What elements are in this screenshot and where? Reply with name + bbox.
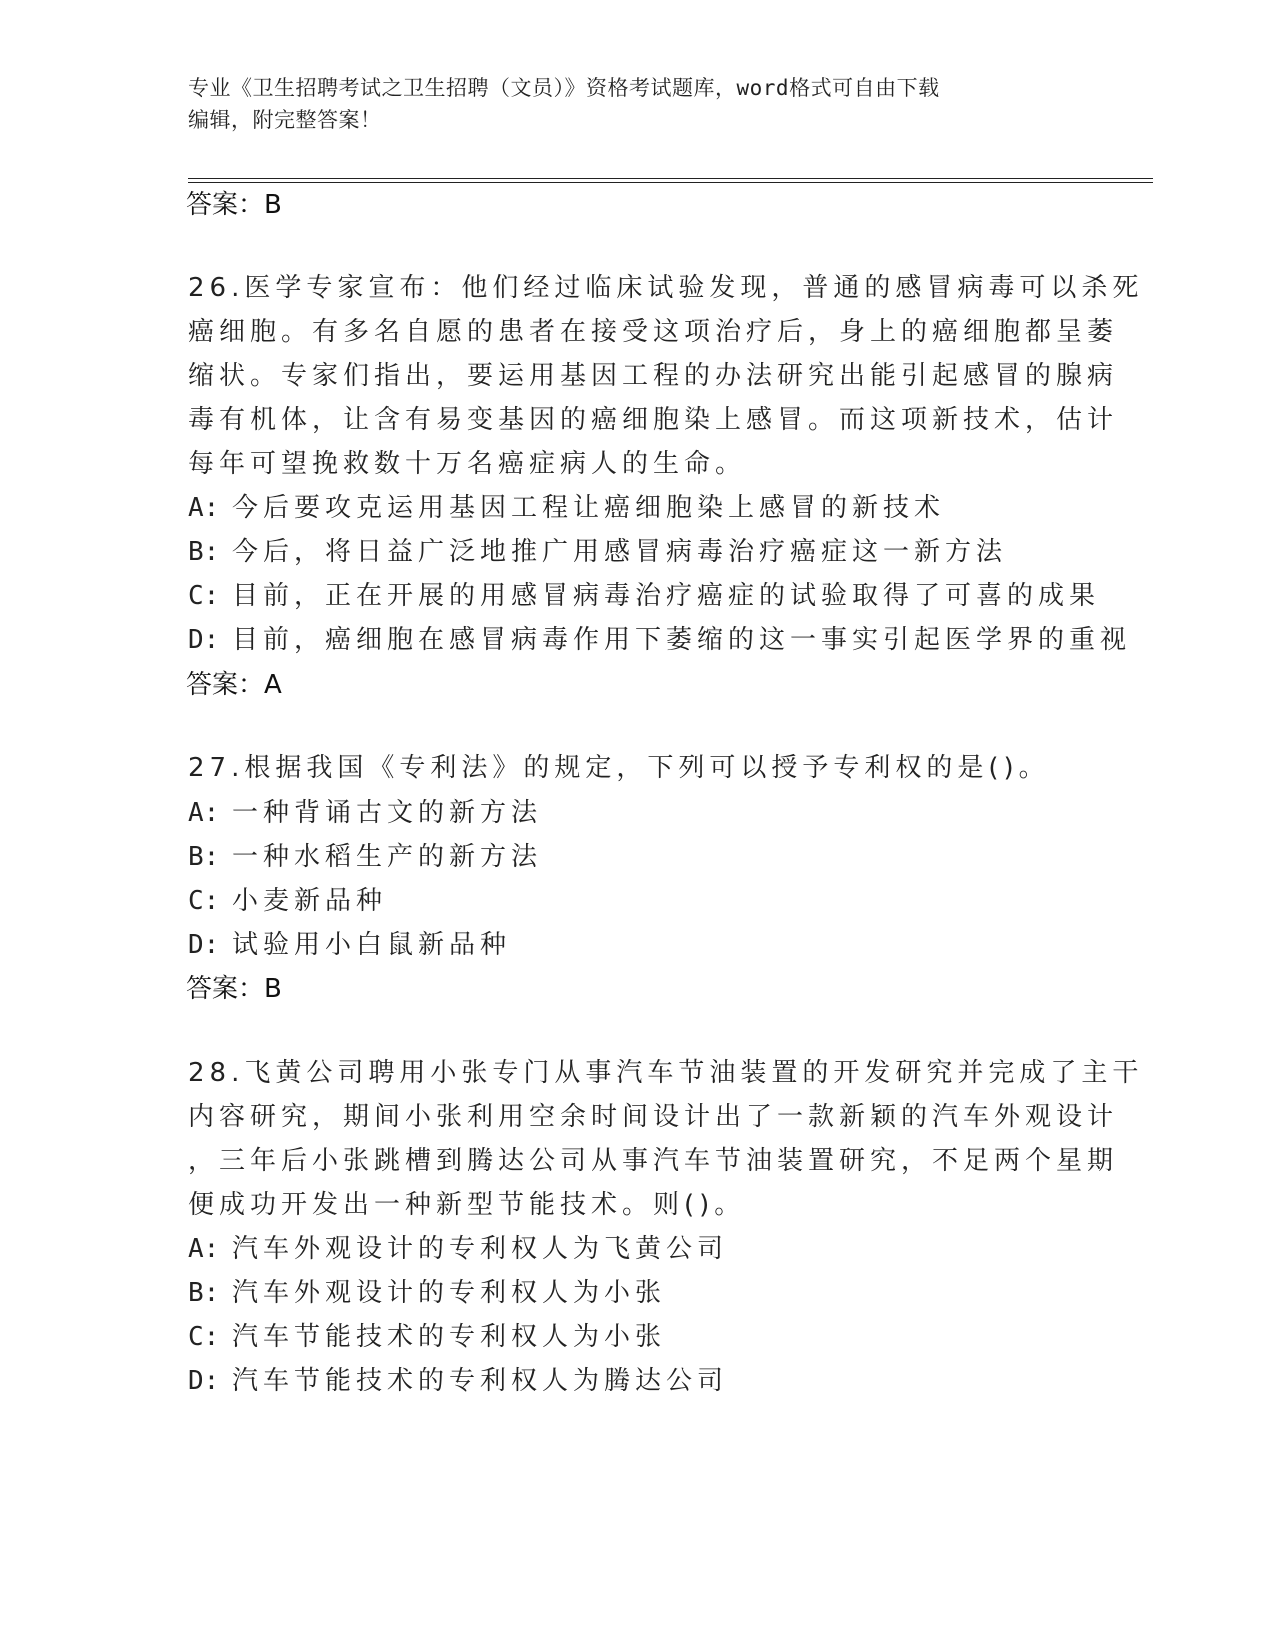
question-26-line-1: 26.医学专家宣布：他们经过临床试验发现，普通的感冒病毒可以杀死 [188, 273, 1144, 303]
option-text: 一种背诵古文的新方法 [232, 798, 543, 828]
option-text: 今后要攻克运用基因工程让癌细胞染上感冒的新技术 [232, 493, 946, 523]
question-27-option-c [188, 884, 387, 918]
option-letter: C: [188, 886, 220, 916]
question-26-line-4: 毒有机体，让含有易变基因的癌细胞染上感冒。而这项新技术，估计 [188, 405, 1119, 435]
question-26-option-d [188, 623, 1131, 657]
question-27-line-1: 27.根据我国《专利法》的规定，下列可以授予专利权的是()。 [188, 753, 1050, 783]
question-28-line-3: ，三年后小张跳槽到腾达公司从事汽车节油装置研究，不足两个星期 [188, 1146, 1119, 1176]
header-divider [188, 178, 1153, 183]
option-text: 目前，正在开展的用感冒病毒治疗癌症的试验取得了可喜的成果 [232, 581, 1101, 611]
question-28-option-d [188, 1364, 728, 1398]
question-26-option-b [188, 535, 1007, 569]
header-line-2: 编辑，附完整答案！ [188, 108, 382, 132]
option-letter: D: [188, 1366, 220, 1396]
question-28-option-c [188, 1320, 666, 1354]
question-28-line-4: 便成功开发出一种新型节能技术。则()。 [188, 1190, 746, 1220]
question-26-option-c [188, 579, 1100, 613]
option-text: 汽车外观设计的专利权人为飞黄公司 [232, 1234, 729, 1264]
question-27-option-b [188, 840, 542, 874]
option-letter: B: [188, 1278, 220, 1308]
option-text: 小麦新品种 [232, 886, 388, 916]
question-26-option-a [188, 491, 945, 525]
option-text: 汽车外观设计的专利权人为小张 [232, 1278, 667, 1308]
option-text: 一种水稻生产的新方法 [232, 842, 543, 872]
question-28-line-1: 28.飞黄公司聘用小张专门从事汽车节油装置的开发研究并完成了主干 [188, 1058, 1144, 1088]
option-letter: A: [188, 798, 220, 828]
option-text: 试验用小白鼠新品种 [232, 930, 512, 960]
question-26-line-5: 每年可望挽救数十万名癌症病人的生命。 [188, 449, 747, 479]
question-28-option-a [188, 1232, 728, 1266]
option-text: 今后，将日益广泛地推广用感冒病毒治疗癌症这一新方法 [232, 537, 1008, 567]
answer-previous: 答案：B [186, 190, 282, 220]
option-letter: D: [188, 930, 220, 960]
question-27-answer: 答案：B [186, 974, 282, 1004]
option-letter: A: [188, 1234, 220, 1264]
option-text: 目前，癌细胞在感冒病毒作用下萎缩的这一事实引起医学界的重视 [232, 625, 1132, 655]
option-text: 汽车节能技术的专利权人为腾达公司 [232, 1366, 729, 1396]
option-letter: A: [188, 493, 220, 523]
option-letter: B: [188, 842, 220, 872]
question-26-line-3: 缩状。专家们指出，要运用基因工程的办法研究出能引起感冒的腺病 [188, 361, 1119, 391]
option-text: 汽车节能技术的专利权人为小张 [232, 1322, 667, 1352]
question-27-option-d [188, 928, 511, 962]
option-letter: D: [188, 625, 220, 655]
document-header [188, 72, 1068, 136]
question-28-option-b [188, 1276, 666, 1310]
option-letter: C: [188, 1322, 220, 1352]
question-28-line-2: 内容研究，期间小张利用空余时间设计出了一款新颖的汽车外观设计 [188, 1102, 1119, 1132]
header-line-1: 专业《卫生招聘考试之卫生招聘（文员）》资格考试题库，word格式可自由下载 [188, 76, 940, 100]
option-letter: C: [188, 581, 220, 611]
question-27-option-a [188, 796, 542, 830]
question-26-answer: 答案：A [186, 670, 282, 700]
option-letter: B: [188, 537, 220, 567]
question-26-line-2: 癌细胞。有多名自愿的患者在接受这项治疗后，身上的癌细胞都呈萎 [188, 317, 1119, 347]
